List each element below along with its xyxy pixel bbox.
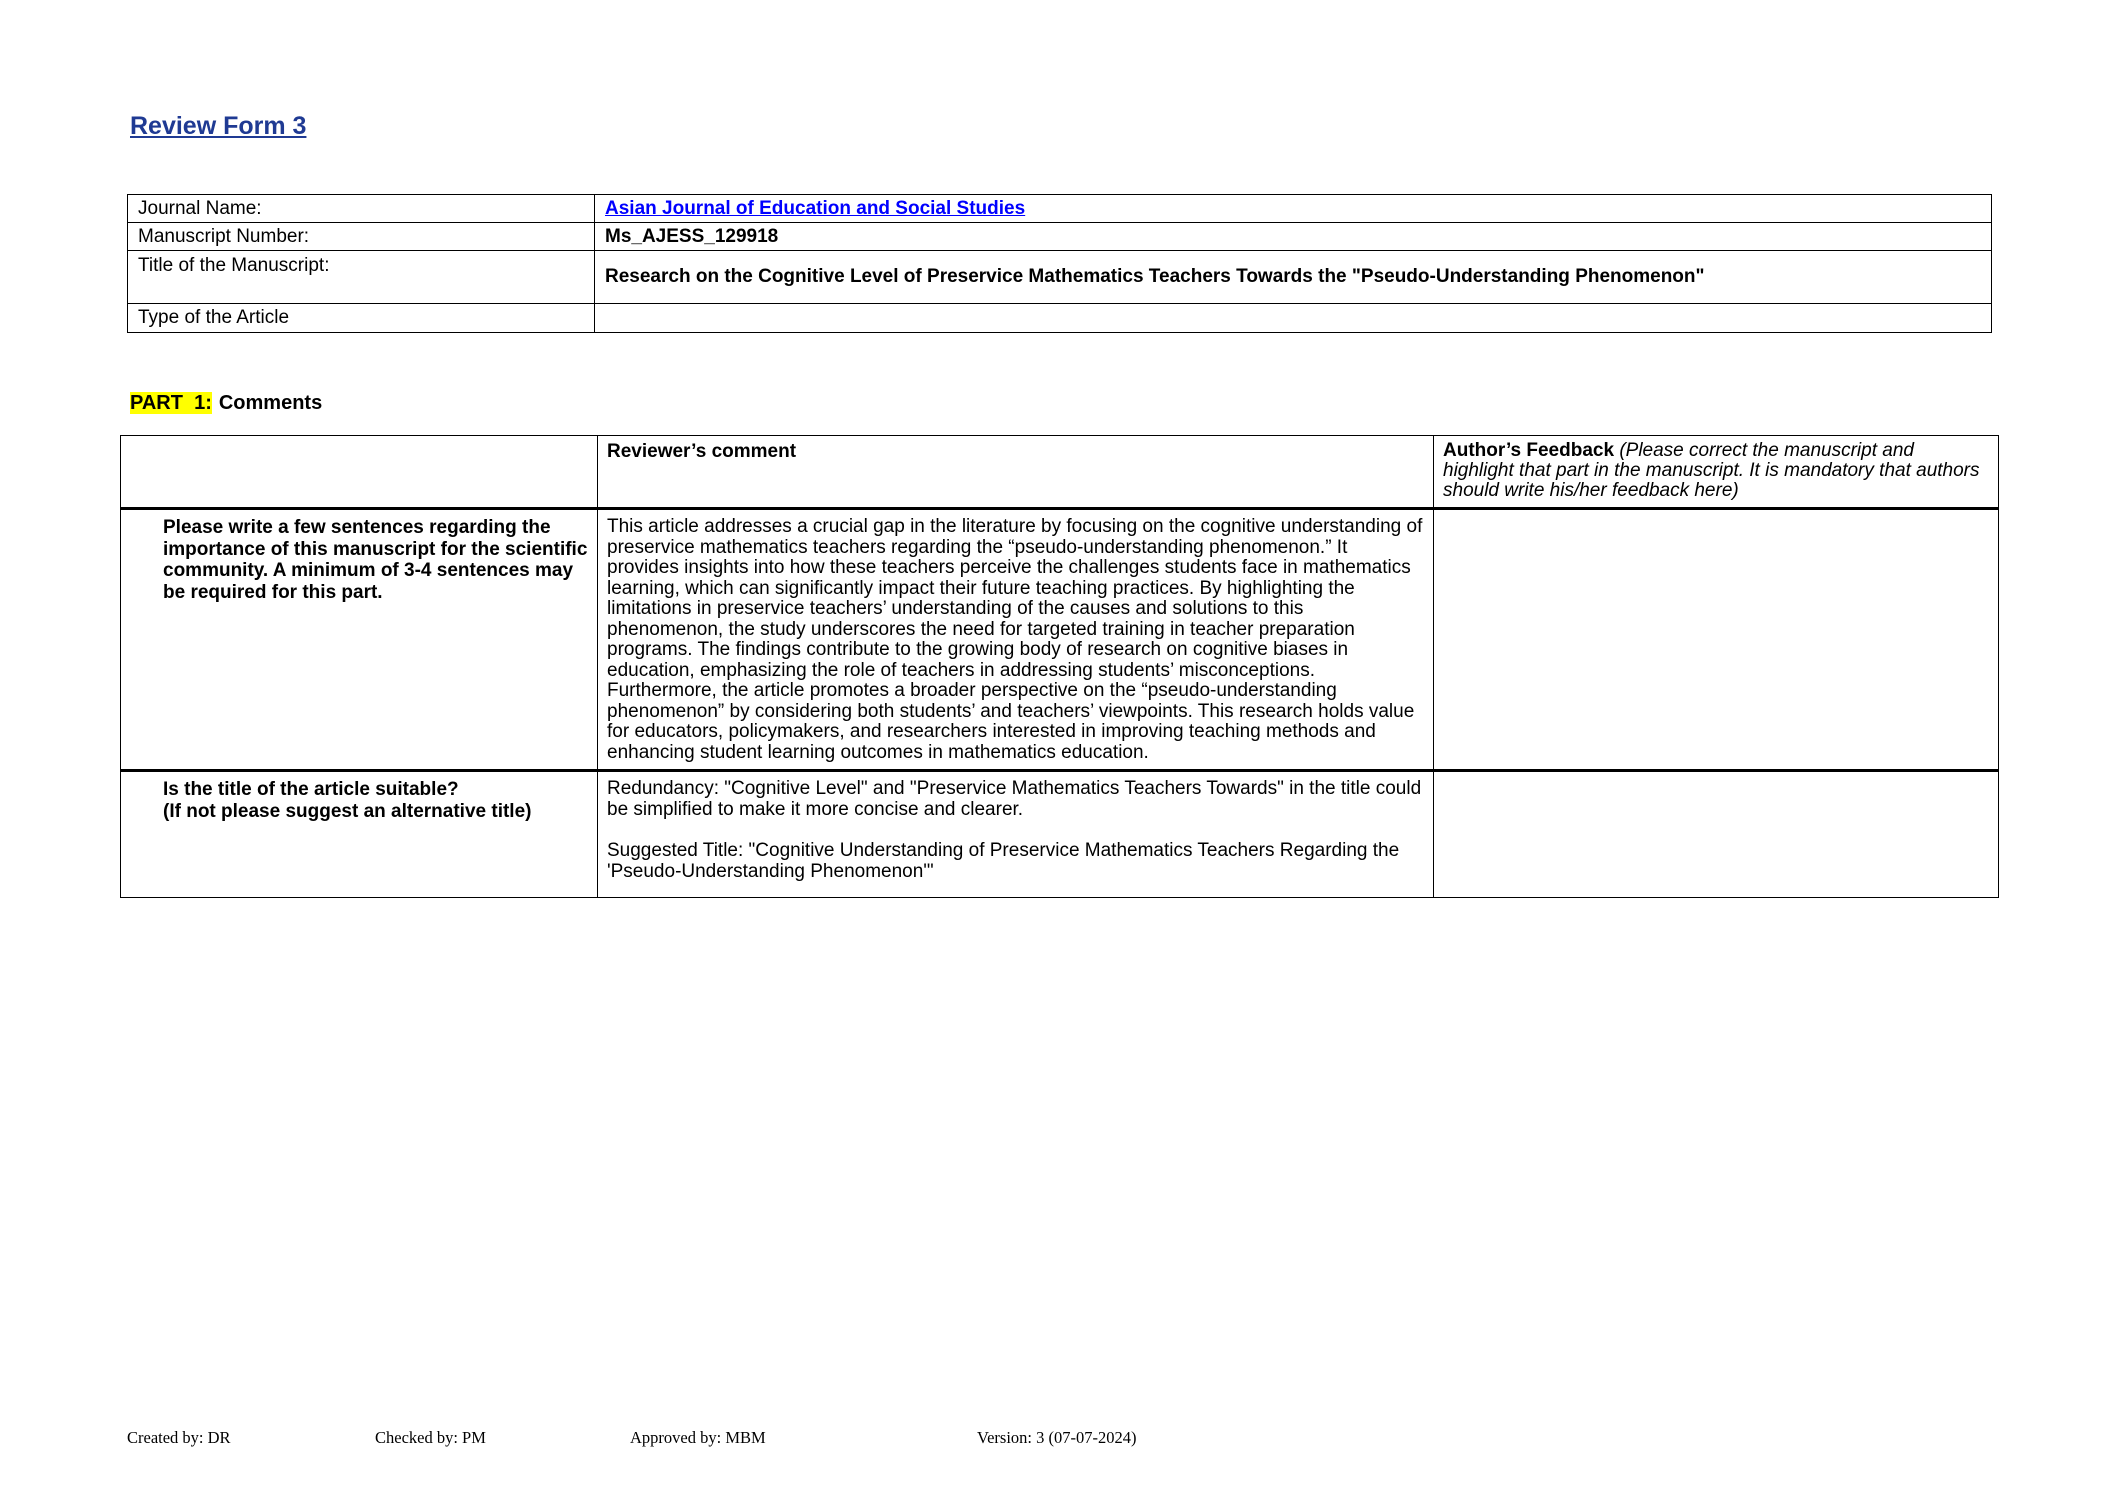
part1-heading xyxy=(130,392,322,415)
comments-header-row xyxy=(121,436,1999,509)
footer xyxy=(0,1428,2117,1448)
question-title-suitable xyxy=(121,771,598,898)
manuscript-title-value: Research on the Cognitive Level of Preservice Mathematics Teachers Towards the "Pseudo-Understanding Phenomenon" xyxy=(595,251,1992,304)
page-title: Review Form 3 xyxy=(130,112,307,140)
reviewer-comment-header: Reviewer’s comment xyxy=(598,436,1434,509)
question-title-line2: (If not please suggest an alternative title) xyxy=(163,800,532,822)
table-row xyxy=(128,223,1992,251)
article-type-label: Type of the Article xyxy=(128,304,595,333)
question-importance: Please write a few sentences regarding the importance of this manuscript for the scientific community. A minimum of 3-4 sentences may be required for this part. xyxy=(121,509,598,771)
author-feedback-cell[interactable] xyxy=(1434,771,1999,898)
manuscript-title-label: Title of the Manuscript: xyxy=(128,251,595,304)
footer-created: Created by: DR xyxy=(127,1428,231,1447)
journal-name-link[interactable]: Asian Journal of Education and Social Studies xyxy=(605,197,1026,219)
question-title-line1: Is the title of the article suitable? xyxy=(163,779,459,800)
part1-label: Comments xyxy=(218,392,323,414)
table-row xyxy=(128,304,1992,333)
table-row xyxy=(121,509,1999,771)
footer-version: Version: 3 (07-07-2024) xyxy=(977,1428,1137,1447)
author-feedback-title: Author’s Feedback xyxy=(1443,440,1620,461)
part1-highlight: PART 1: xyxy=(130,392,212,414)
author-feedback-note: (Please correct the manuscript and highlight that part in the manuscript. It is mandatory that authors should write his/her feedback here) xyxy=(1443,440,1980,501)
article-type-value xyxy=(595,304,1992,333)
table-row xyxy=(128,251,1992,304)
author-feedback-header xyxy=(1434,436,1999,509)
table-row xyxy=(121,771,1999,898)
comments-table xyxy=(120,435,1998,898)
footer-approved: Approved by: MBM xyxy=(630,1428,766,1447)
author-feedback-cell[interactable] xyxy=(1434,509,1999,771)
manuscript-number-value: Ms_AJESS_129918 xyxy=(595,223,1992,251)
table-row xyxy=(128,195,1992,223)
footer-checked: Checked by: PM xyxy=(375,1428,486,1447)
comment-suggested-title: Suggested Title: "Cognitive Understanding of Preservice Mathematics Teachers Regarding the 'Pseudo-Understanding Phenomenon'" xyxy=(607,840,1400,882)
reviewer-comment-title xyxy=(598,771,1434,898)
header-empty-cell xyxy=(121,436,598,509)
journal-name-label: Journal Name: xyxy=(128,195,595,223)
comment-redundancy: Redundancy: "Cognitive Level" and "Preservice Mathematics Teachers Towards" in the title could be simplified to make it more concise and clearer. xyxy=(607,778,1422,820)
manuscript-number-label: Manuscript Number: xyxy=(128,223,595,251)
reviewer-comment-importance: This article addresses a crucial gap in the literature by focusing on the cognitive understanding of preservice mathematics teachers regarding the “pseudo-understanding phenomenon.” It provides insights into how these teachers perceive the challenges students face in mathematics learning, which can significantly impact their future teaching practices. By highlighting the limitations in preservice teachers’ understanding of the causes and solutions to this phenomenon, the study underscores the need for targeted training in teacher preparation programs. The findings contribute to the growing body of research on cognitive biases in education, emphasizing the role of teachers in addressing students’ misconceptions. Furthermore, the article promotes a broader perspective on the “pseudo-understanding phenomenon” by considering both students’ and teachers’ viewpoints. This research holds value for educators, policymakers, and researchers interested in improving teaching methods and enhancing student learning outcomes in mathematics education. xyxy=(598,509,1434,771)
manuscript-info-table xyxy=(127,194,1992,333)
